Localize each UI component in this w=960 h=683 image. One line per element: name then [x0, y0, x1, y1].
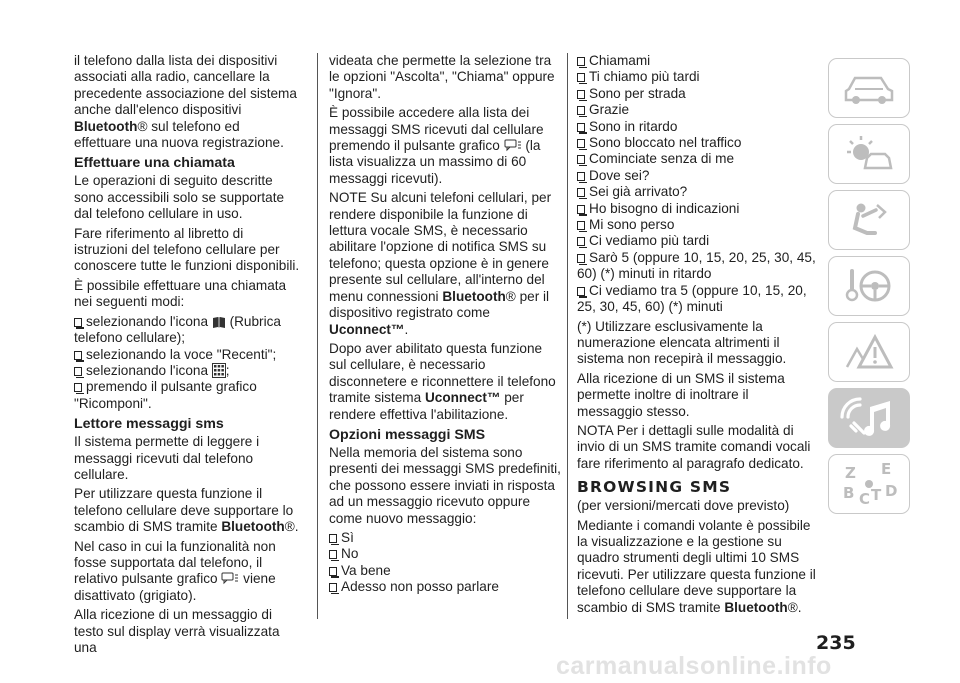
bullet-icon: [577, 237, 585, 246]
bullet-icon: [329, 550, 337, 559]
index-letter: Z: [845, 464, 856, 482]
warning-triangle-icon: [841, 331, 897, 373]
list-item: Chiamami: [577, 53, 817, 69]
bullet-icon: [329, 583, 337, 592]
paragraph: NOTA Per i dettagli sulle modalità di invio di un SMS tramite comandi vocali fare riferimento al paragrafo dedicato.: [577, 422, 811, 471]
index-letter: D: [885, 482, 898, 500]
heading-sms-options: Opzioni messaggi SMS: [329, 426, 486, 443]
column-left: [74, 53, 300, 659]
warning-lights-icon: [841, 134, 897, 174]
bullet-icon: [577, 188, 585, 197]
heading-sms-reader: Lettore messaggi sms: [74, 416, 224, 433]
paragraph: Dopo aver abilitato questa funzione sul cellulare, è necessario disconnetere e riconnettere il telefono tramite sistema Uconnect™ per rendere effettiva l'abilitazione.: [329, 340, 556, 422]
paragraph: È possibile effettuare una chiamata nei seguenti modi:: [74, 277, 287, 310]
list-item: Sono per strada: [577, 86, 817, 102]
bullet-icon: [577, 123, 585, 132]
paragraph: Nella memoria del sistema sono presenti dei messaggi SMS predefiniti, che possono essere inviati in risposta ad un messaggio ricevuto oppure come nuovo messaggio:: [329, 444, 561, 526]
list-item: Ci vediamo più tardi: [577, 233, 817, 249]
bullet-icon: [74, 318, 82, 327]
column-divider: [567, 53, 568, 619]
paragraph: Per utilizzare questa funzione il telefono cellulare deve supportare lo scambio di SMS tramite Bluetooth®.: [74, 486, 299, 535]
paragraph: Il sistema permette di leggere i messaggi ricevuti dal telefono cellulare.: [74, 434, 260, 482]
bullet-icon: [74, 351, 82, 360]
list-item: Mi sono perso: [577, 217, 817, 233]
paragraph: Alla ricezione di un SMS il sistema permette inoltre di inoltrare il messaggio stesso.: [577, 370, 785, 419]
list-item: Ci vediamo tra 5 (oppure 10, 15, 20, 25, 30, 45, 60) (*) minuti: [577, 282, 807, 315]
column-right: [577, 53, 817, 619]
paragraph: È possibile accedere alla lista dei messaggi SMS ricevuti dal cellulare premendo il pulsante grafico (la lista visualizza un massimo di 60 messaggi ricevuti).: [329, 105, 544, 186]
phonebook-icon: [212, 316, 226, 329]
multimedia-icon: [840, 395, 898, 441]
bullet-icon: [577, 139, 585, 148]
heading-make-call: Effettuare una chiamata: [74, 155, 235, 172]
bullet-icon: [577, 205, 585, 214]
list-item: Va bene: [329, 563, 561, 579]
sms-list-icon: [504, 139, 522, 153]
paragraph: Le operazioni di seguito descritte sono accessibili solo se supportate dal telefono cellulare in uso.: [74, 173, 285, 222]
list-item: Cominciate senza di me: [577, 151, 817, 167]
bullet-icon: [577, 221, 585, 230]
sms-preset-list-continued: [577, 53, 817, 316]
page-number: 235: [816, 632, 856, 654]
tab-multimedia[interactable]: [828, 388, 910, 448]
bullet-icon: [329, 534, 337, 543]
column-middle: [329, 53, 561, 596]
list-item: Ho bisogno di indicazioni: [577, 201, 817, 217]
list-item: Sei già arrivato?: [577, 184, 817, 200]
bullet-icon: [74, 367, 82, 376]
index-letter: C: [859, 490, 871, 508]
list-item: selezionando l'icona ;: [74, 363, 300, 379]
steering-wheel-key-icon: [841, 265, 897, 307]
bullet-icon: [577, 287, 585, 296]
bullet-icon: [577, 57, 585, 66]
paragraph: Fare riferimento al libretto di istruzioni del telefono cellulare per conoscere tutte le funzioni disponibili.: [74, 225, 300, 274]
chapter-tabs: [828, 58, 910, 520]
index-letter: B: [843, 484, 855, 502]
paragraph: il telefono dalla lista dei dispositivi associati alla radio, cancellare la precedente associazione del sistema anche dall'elenco dispositivi Bluetooth® sul telefono ed effettuare una nuova registrazione.: [74, 53, 297, 151]
tab-index[interactable]: [828, 454, 910, 514]
list-item: Dove sei?: [577, 168, 817, 184]
list-item: Sono bloccato nel traffico: [577, 135, 817, 151]
paragraph: Alla ricezione di un messaggio di testo sul display verrà visualizzata una: [74, 607, 280, 655]
bullet-icon: [577, 254, 585, 263]
heading-browsing-sms: BROWSING SMS: [577, 478, 732, 497]
bullet-icon: [577, 155, 585, 164]
list-item: Ti chiamo più tardi: [577, 69, 817, 85]
paragraph: videata che permette la selezione tra le opzioni "Ascolta", "Chiama" oppure "Ignora".: [329, 53, 555, 101]
tab-safety[interactable]: [828, 190, 910, 250]
keypad-icon: [212, 363, 226, 378]
paragraph: Nel caso in cui la funzionalità non fosse supportata dal telefono, il relativo pulsante grafico viene disattivato (grigiato).: [74, 538, 276, 603]
list-item: selezionando la voce "Recenti";: [74, 347, 300, 363]
tab-starting-driving[interactable]: [828, 256, 910, 316]
index-letters-icon: [839, 460, 899, 508]
bullet-icon: [577, 106, 585, 115]
watermark: carmanualsonline.info: [556, 652, 832, 680]
bullet-icon: [577, 172, 585, 181]
bullet-icon: [577, 73, 585, 82]
call-methods-list: [74, 314, 300, 412]
list-item: premendo il pulsante grafico "Ricomponi".: [74, 379, 257, 411]
index-letter: T: [871, 486, 882, 504]
index-letter: E: [881, 460, 892, 478]
list-item: Sarò 5 (oppure 10, 15, 20, 25, 30, 45, 60) (*) minuti in ritardo: [577, 249, 816, 282]
list-item: Grazie: [577, 102, 817, 118]
bullet-icon: [329, 567, 337, 576]
bullet-icon: [74, 383, 82, 392]
paragraph: (*) Utilizzare esclusivamente la numerazione elencata altrimenti il sistema non recepirà il messaggio.: [577, 318, 787, 367]
list-item: No: [329, 546, 561, 562]
list-item: Sono in ritardo: [577, 119, 817, 135]
tab-warning-lights[interactable]: [828, 124, 910, 184]
paragraph: Mediante i comandi volante è possibile la visualizzazione e la gestione su quadro strumenti degli ultimi 10 SMS ricevuti. Per utilizzare questa funzione il telefono cellulare deve supportare la scambio di SMS tramite Bluetooth®.: [577, 517, 816, 615]
bullet-icon: [577, 90, 585, 99]
paragraph: NOTE Su alcuni telefoni cellulari, per rendere disponibile la funzione di lettura vocale SMS, è necessario abilitare l'opzione di notifica SMS su telefono; questa opzione è in genere presente sul cellulare, all'interno del menu connessioni Bluetooth® per il dispositivo registrato come Uconnect™.: [329, 190, 552, 337]
tab-emergency[interactable]: [828, 322, 910, 382]
paragraph: (per versioni/mercati dove previsto): [577, 498, 790, 514]
tab-car[interactable]: [828, 58, 910, 118]
list-item: selezionando l'icona (Rubrica telefono cellulare);: [74, 313, 281, 346]
list-item: Adesso non posso parlare: [329, 579, 561, 595]
seat-airbag-icon: [841, 200, 897, 240]
sms-preset-list: [329, 530, 561, 596]
list-item: Sì: [329, 530, 561, 546]
sms-list-icon: [221, 572, 239, 586]
column-divider: [317, 53, 318, 619]
car-icon: [841, 69, 897, 107]
